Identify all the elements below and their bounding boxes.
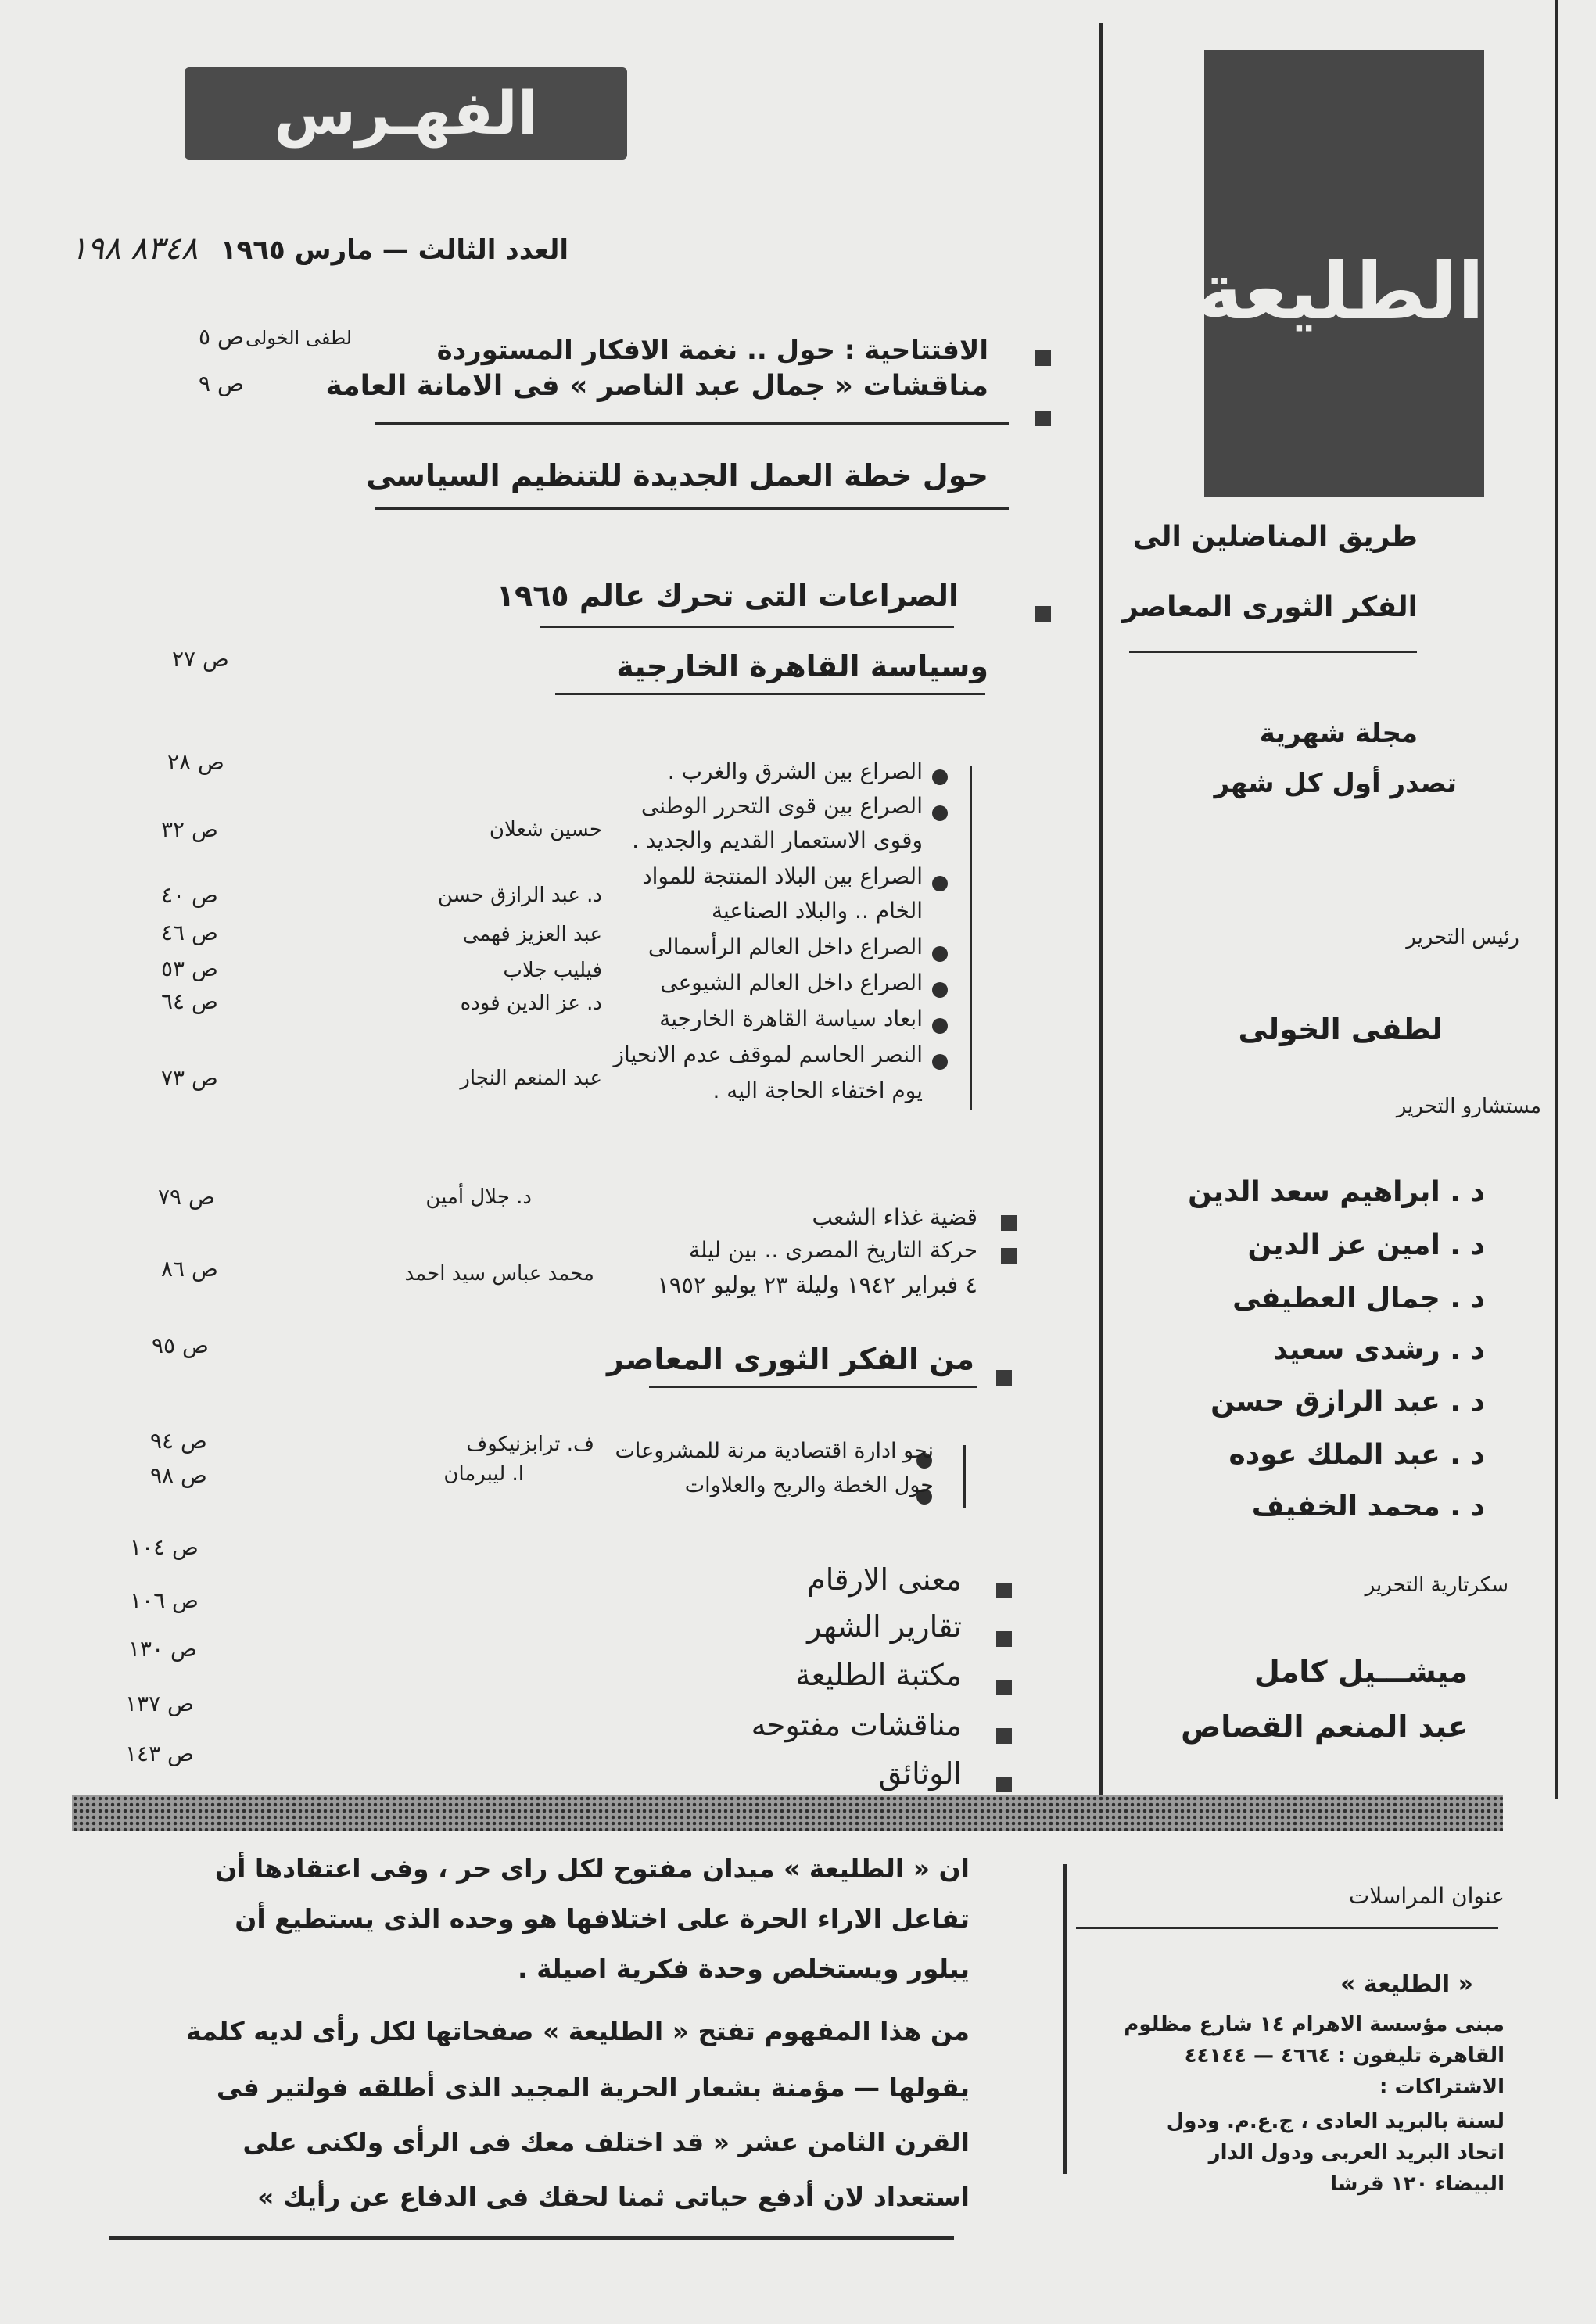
page-number: ص ١٠٤ xyxy=(130,1534,199,1560)
page-number: ص ١٣٠ xyxy=(128,1636,197,1662)
editorial-page: ص ٥ xyxy=(199,324,244,350)
magazine-desc-2: تصدر أول كل شهر xyxy=(1214,768,1457,799)
advisor-item: د . عبد الرازق حسن xyxy=(1210,1386,1485,1418)
bullet-dot xyxy=(932,1054,948,1070)
bullet-square xyxy=(996,1583,1012,1598)
list-item: الخام .. والبلاد الصناعية xyxy=(712,898,923,924)
logo: الطليعة xyxy=(1196,246,1484,337)
page-number: ص ٦٤ xyxy=(161,988,218,1014)
list-item: الصراع بين قوى التحرر الوطنى xyxy=(640,793,923,819)
bullet-square xyxy=(996,1777,1012,1792)
advisor-item: د . ابراهيم سعد الدين xyxy=(1188,1176,1485,1208)
underline xyxy=(375,422,1009,425)
secretariat-label: سكرتارية التحرير xyxy=(1365,1573,1508,1597)
list-item: الصراع بين البلاد المنتجة للمواد xyxy=(642,863,923,889)
advisor-item: د . عبد الملك عوده xyxy=(1228,1439,1485,1471)
bullet-square xyxy=(1035,350,1051,366)
author: عبد العزيز فهمى xyxy=(462,923,602,946)
correspondence-line: اتحاد البريد العربى ودول الدار xyxy=(1208,2141,1505,2164)
editor-name: لطفى الخولى xyxy=(1238,1012,1443,1046)
editor-label: رئيس التحرير xyxy=(1406,926,1519,949)
page-number: ص ٥٣ xyxy=(161,956,218,981)
statement-line: من هذا المفهوم تفتح « الطليعة » صفحاتها لكل رأى لديه كلمة xyxy=(185,2016,970,2046)
author: ف. ترابزنيكوف xyxy=(466,1433,594,1456)
author: حسين شعلان xyxy=(489,818,602,841)
list-item: الصراع بين الشرق والغرب . xyxy=(667,759,923,784)
bracket-line xyxy=(970,766,972,1110)
bullet-dot xyxy=(932,982,948,998)
conflicts-first-page: ص ٢٨ xyxy=(167,749,224,775)
discussion-title: مناقشات « جمال عبد الناصر » فى الامانة العامة xyxy=(325,370,988,402)
advisor-item: د . رشدى سعيد xyxy=(1273,1334,1485,1366)
underline xyxy=(375,507,1009,510)
plan-heading: حول خطة العمل الجديدة للتنظيم السياسى xyxy=(366,458,988,493)
editorial-author: لطفى الخولى xyxy=(246,327,352,349)
bullet-dot xyxy=(932,805,948,821)
advisors-label: مستشارو التحرير xyxy=(1396,1095,1541,1118)
page-number: ص ٤٠ xyxy=(161,882,218,908)
list-item: نحو ادارة اقتصادية مرنة للمشروعات xyxy=(615,1439,934,1463)
list-item: حول الخطة والربح والعلاوات xyxy=(684,1473,934,1497)
page-number: ص ٤٦ xyxy=(161,920,218,945)
statement-line: استعداد لان أدفع حياتى ثمنا لحقك فى الدفاع عن رأيك » xyxy=(257,2182,970,2212)
bullet-square xyxy=(996,1370,1012,1386)
list-item: قضية غذاء الشعب xyxy=(812,1204,977,1230)
list-item: الصراع داخل العالم الشيوعى xyxy=(660,970,923,995)
page-number: ص ٣٢ xyxy=(161,816,218,842)
bullet-square xyxy=(1001,1248,1017,1264)
discussion-page: ص ٩ xyxy=(199,371,244,396)
bullet-square xyxy=(996,1728,1012,1744)
statement-line: ان « الطليعة » ميدان مفتوح لكل راى حر ، وفى اعتقادها أن xyxy=(214,1853,970,1884)
page-number: ص ١٣٧ xyxy=(125,1691,194,1716)
list-item: يوم اختفاء الحاجة اليه . xyxy=(712,1078,923,1103)
page-number: ص ١٠٦ xyxy=(130,1587,199,1613)
list-item: الصراع داخل العالم الرأسمالى xyxy=(647,934,923,959)
correspondence-line: مبنى مؤسسة الاهرام ١٤ شارع مظلوم xyxy=(1124,2013,1505,2036)
bullet-dot xyxy=(932,769,948,785)
tagline-2: الفكر الثورى المعاصر xyxy=(1121,591,1418,623)
page-number: ص ٧٣ xyxy=(161,1065,218,1091)
toc-column xyxy=(117,0,1009,1799)
page-number: ص ٧٩ xyxy=(158,1184,215,1210)
correspondence-name: « الطليعة » xyxy=(1340,1971,1473,1998)
handwritten-note: ٨٣٤٨ ١٩٨ xyxy=(70,231,199,267)
correspondence-divider xyxy=(1063,1864,1067,2174)
section-title: معنى الارقام xyxy=(807,1562,962,1597)
section-title: تقارير الشهر xyxy=(807,1609,962,1644)
statement-line: القرن الثامن عشر « قد اختلف معك فى الرأى ولكنى على xyxy=(242,2127,970,2157)
statement-line: تفاعل الاراء الحرة على اختلافها هو وحده الذى يستطيع أن xyxy=(235,1903,970,1934)
conflicts-heading: الصراعات التى تحرك عالم ١٩٦٥ xyxy=(496,579,959,613)
thought-page: ص ٩٥ xyxy=(152,1332,209,1358)
logo-box xyxy=(1196,50,1484,497)
bullet-square xyxy=(1035,606,1051,622)
bullet-square xyxy=(1001,1215,1017,1231)
bullet-square xyxy=(1035,411,1051,426)
tagline-underline xyxy=(1129,651,1417,653)
page-number: ص ١٤٣ xyxy=(125,1741,194,1766)
tagline-1: طريق المناضلين الى xyxy=(1132,521,1418,553)
list-item: ابعاد سياسة القاهرة الخارجية xyxy=(659,1006,923,1031)
list-item: حركة التاريخ المصرى .. بين ليلة xyxy=(688,1237,977,1263)
underline xyxy=(555,693,985,695)
editorial-title: الافتتاحية : حول .. نغمة الافكار المستوردة xyxy=(436,335,988,366)
bullet-dot xyxy=(932,946,948,962)
bullet-dot xyxy=(932,1018,948,1034)
author: د. عز الدين فوده xyxy=(460,992,602,1015)
sidebar-divider-left xyxy=(1099,23,1103,1806)
correspondence-line: لسنة بالبريد العادى ، ج.ع.م. ودول xyxy=(1166,2110,1505,2133)
list-item: النصر الحاسم لموقف عدم الانحياز xyxy=(613,1042,923,1067)
magazine-desc-1: مجلة شهرية xyxy=(1259,718,1418,749)
underline xyxy=(540,626,954,628)
author: فيليب جلاب xyxy=(503,959,602,982)
underline xyxy=(649,1386,977,1388)
section-title: مكتبة الطليعة xyxy=(795,1658,962,1692)
correspondence-rule xyxy=(1076,1927,1498,1929)
index-title: الفهـرس xyxy=(274,78,538,148)
page-number: ص ٩٤ xyxy=(150,1428,207,1454)
secretariat-name: عبد المنعم القصاص xyxy=(1181,1709,1468,1744)
page-number: ص ٩٨ xyxy=(150,1462,207,1488)
sidebar-divider-right xyxy=(1555,0,1558,1799)
section-title: الوثائق xyxy=(878,1756,962,1791)
correspondence-line: القاهرة تليفون : ٤٦٦٤ — ٤٤١٤٤ xyxy=(1184,2044,1505,2068)
bullet-square xyxy=(996,1631,1012,1647)
correspondence-label: عنوان المراسلات xyxy=(1348,1883,1505,1909)
dotted-divider xyxy=(72,1795,1503,1831)
statement-line: يقولها — مؤمنة بشعار الحرية المجيد الذى أطلقه فولتير فى xyxy=(216,2072,970,2103)
advisor-item: د . محمد الخفيف xyxy=(1251,1490,1485,1522)
thought-heading: من الفكر الثورى المعاصر xyxy=(607,1342,974,1376)
list-item: ٤ فبراير ١٩٤٢ وليلة ٢٣ يوليو ١٩٥٢ xyxy=(657,1271,977,1298)
statement-line: يبلور ويستخلص وحدة فكرية اصيلة . xyxy=(518,1953,970,1984)
bracket-line xyxy=(963,1445,966,1508)
bullet-dot xyxy=(932,876,948,891)
issue-line: العدد الثالث — مارس ١٩٦٥ xyxy=(220,235,568,266)
bullet-square xyxy=(996,1680,1012,1695)
correspondence-line: البيضاء ١٢٠ قرشا xyxy=(1330,2172,1505,2196)
correspondence-block xyxy=(1076,1883,1505,2219)
author: عبد المنعم النجار xyxy=(460,1067,602,1090)
correspondence-line: الاشتراكات : xyxy=(1379,2075,1505,2099)
author: محمد عباس سيد احمد xyxy=(404,1262,594,1286)
secretariat-name: ميشـــيل كامل xyxy=(1253,1655,1468,1689)
advisor-item: د . جمال العطيفى xyxy=(1232,1282,1485,1314)
advisor-item: د . امين عز الدين xyxy=(1247,1229,1485,1261)
author: ا. ليبرمان xyxy=(443,1462,524,1486)
section-title: مناقشات مفتوحه xyxy=(751,1708,962,1742)
conflicts-page: ص ٢٧ xyxy=(172,646,229,672)
statement-block xyxy=(109,1853,970,2291)
author: د. جلال أمين xyxy=(425,1185,532,1209)
list-item: وقوى الاستعمار القديم والجديد . xyxy=(632,827,923,853)
conflicts-subheading: وسياسة القاهرة الخارجية xyxy=(616,649,988,683)
page-number: ص ٨٦ xyxy=(161,1256,218,1282)
underline xyxy=(109,2236,954,2240)
author: د. عبد الرازق حسن xyxy=(437,884,602,907)
